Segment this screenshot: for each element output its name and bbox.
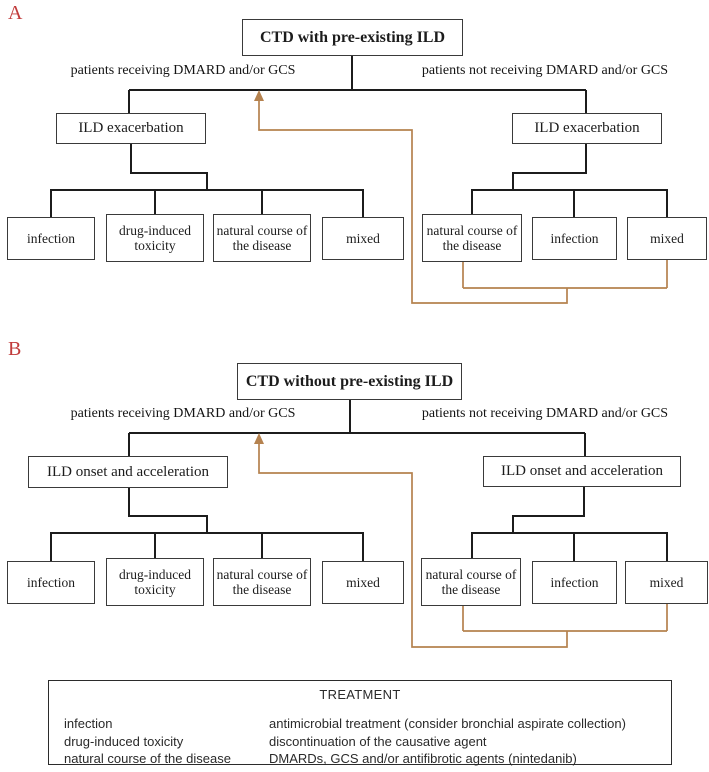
panel-a-leaf-drug-toxicity: drug-induced toxicity	[106, 214, 204, 262]
treatment-row	[64, 750, 671, 767]
panel-a-leaf-natural-course-right: natural course of the disease	[422, 214, 522, 262]
condition-label: infection	[64, 716, 113, 732]
therapy-label: discontinuation of the causative agent	[269, 733, 487, 749]
panel-a-branch-label-left: patients receiving DMARD and/or GCS	[70, 63, 296, 78]
panel-a-root-node: CTD with pre-existing ILD	[242, 19, 463, 56]
arrowhead-up-icon	[254, 433, 264, 444]
therapy-label: antimicrobial treatment (consider bronchial aspirate collection)	[269, 716, 626, 732]
panel-b-label: B	[8, 338, 22, 360]
panel-a-leaf-infection-right: infection	[532, 217, 617, 260]
treatment-title: TREATMENT	[319, 687, 401, 702]
panel-a-node-left: ILD exacerbation	[56, 113, 206, 144]
treatment-legend	[48, 680, 672, 765]
panel-b-leaf-infection-right: infection	[532, 561, 617, 604]
panel-a-label: A	[8, 2, 23, 24]
panel-b-leaf-mixed-right: mixed	[625, 561, 708, 604]
panel-b-branch-label-left: patients receiving DMARD and/or GCS	[70, 406, 296, 421]
panel-b-leaf-infection-left: infection	[7, 561, 95, 604]
panel-b-node-left: ILD onset and acceleration	[28, 456, 228, 488]
condition-label: drug-induced toxicity	[64, 733, 184, 749]
panel-b-leaf-drug-toxicity: drug-induced toxicity	[106, 558, 204, 606]
panel-b-branch-label-right: patients not receiving DMARD and/or GCS	[421, 406, 669, 421]
panel-b-leaf-natural-course-left: natural course of the disease	[213, 558, 311, 606]
treatment-row	[64, 715, 671, 732]
condition-label: natural course of the disease	[64, 750, 231, 766]
panel-b-leaf-natural-course-right: natural course of the disease	[421, 558, 521, 606]
treatment-rows	[49, 715, 671, 767]
panel-b-leaf-mixed-left: mixed	[322, 561, 404, 604]
panel-a-leaf-mixed-right: mixed	[627, 217, 707, 260]
therapy-label: DMARDs, GCS and/or antifibrotic agents (nintedanib)	[269, 750, 577, 766]
panel-a-branch-label-right: patients not receiving DMARD and/or GCS	[421, 63, 669, 78]
panel-b-node-right: ILD onset and acceleration	[483, 456, 681, 487]
panel-b-root-node: CTD without pre-existing ILD	[237, 363, 462, 400]
treatment-row	[64, 732, 671, 749]
panel-a-leaf-natural-course-left: natural course of the disease	[213, 214, 311, 262]
panel-a-node-right: ILD exacerbation	[512, 113, 662, 144]
arrowhead-up-icon	[254, 90, 264, 101]
panel-a-leaf-infection-left: infection	[7, 217, 95, 260]
panel-a-leaf-mixed-left: mixed	[322, 217, 404, 260]
